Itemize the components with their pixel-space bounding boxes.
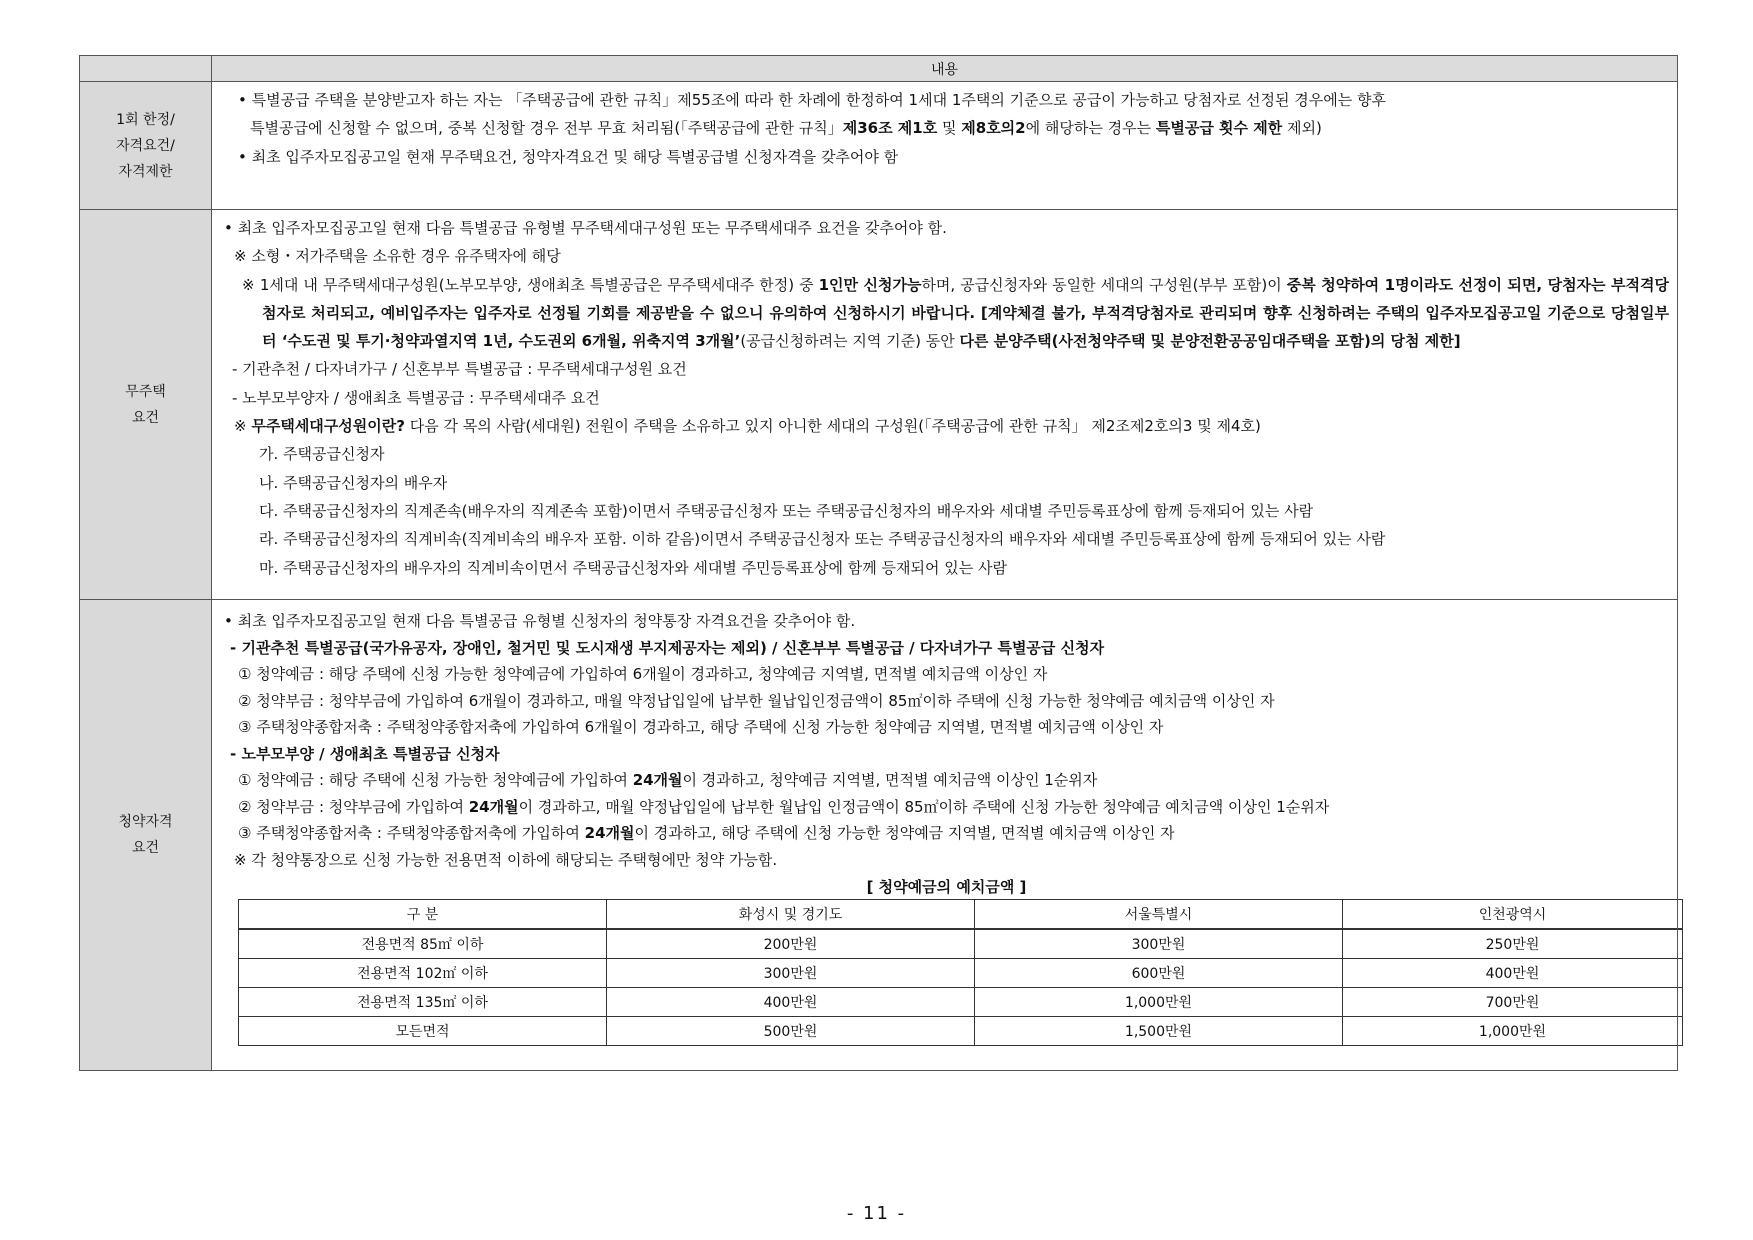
homeless-item-1: 가. 주택공급신청자: [259, 445, 385, 464]
homeless-line-5: ※ 무주택세대구성원이란? 다음 각 목의 사람(세대원) 전원이 주택을 소유하고 있지 아니한 세대의 구성원(「주택공급에 관한 규칙」 제2조제2호의3 및 제4호): [234, 417, 1261, 436]
table-cell: 1,000만원: [1343, 1017, 1683, 1046]
table-cell: 400만원: [607, 988, 975, 1017]
table-row: [239, 929, 1683, 959]
deposit-header-cell: 서울특별시: [975, 900, 1343, 930]
table-row: [239, 988, 1683, 1017]
table-row: [239, 1017, 1683, 1046]
sub-g1-item-1: ① 청약예금 : 해당 주택에 신청 가능한 청약예금에 가입하여 6개월이 경과하고, 청약예금 지역별, 면적별 예치금액 이상인 자: [238, 665, 1048, 683]
limit-line-2: 특별공급에 신청할 수 없으며, 중복 신청할 경우 전부 무효 처리됨(「주택공급에 관한 규칙」제36조 제1호 및 제8호의2에 해당하는 경우는 특별공급 횟수 제한 제외): [250, 119, 1322, 138]
homeless-item-2: 나. 주택공급신청자의 배우자: [259, 473, 448, 492]
table-cell: 1,000만원: [975, 988, 1343, 1017]
homeless-item-3: 다. 주택공급신청자의 직계존속(배우자의 직계존속 포함)이면서 주택공급신청자 또는 주택공급신청자의 배우자와 세대별 주민등록표상에 함께 등재되어 있는 사람: [259, 501, 1314, 520]
sub-line-1: • 최초 입주자모집공고일 현재 다음 특별공급 유형별 신청자의 청약통장 자격요건을 갖추어야 함.: [224, 612, 856, 630]
header-content-cell: 내용: [212, 56, 1678, 82]
sub-group-1: - 기관추천 특별공급(국가유공자, 장애인, 철거민 및 도시재생 부지제공자는 제외) / 신혼부부 특별공급 / 다자녀가구 특별공급 신청자: [230, 638, 1105, 657]
section-homeless-row: [80, 210, 1678, 600]
homeless-item-4: 라. 주택공급신청자의 직계비속(직계비속의 배우자 포함. 이하 같음)이면서 주택공급신청자 또는 주택공급신청자의 배우자와 세대별 주민등록표상에 함께 등재되어 있는 사람: [259, 530, 1386, 549]
limit-line-1: • 특별공급 주택을 분양받고자 하는 자는 「주택공급에 관한 규칙」제55조에 따라 한 차례에 한정하여 1세대 1주택의 기준으로 공급이 가능하고 당첨자로 선정된 경우에는 향후: [238, 91, 1386, 109]
deposit-table-header: [239, 900, 1683, 930]
table-cell: 1,500만원: [975, 1017, 1343, 1046]
sub-g2-item-2: ② 청약부금 : 청약부금에 가입하여 24개월이 경과하고, 매월 약정납입일에 납부한 월납입 인정금액이 85㎡이하 주택에 신청 가능한 청약예금 예치금액 이상인 1순위자: [238, 797, 1330, 816]
table-cell: 250만원: [1343, 929, 1683, 959]
section-limit-content: [212, 82, 1678, 210]
section-homeless-label: 무주택 요건: [80, 210, 212, 600]
sub-g1-item-3: ③ 주택청약종합저축 : 주택청약종합저축에 가입하여 6개월이 경과하고, 해당 주택에 신청 가능한 청약예금 지역별, 면적별 예치금액 이상인 자: [238, 718, 1164, 736]
deposit-table-title: [ 청약예금의 예치금액 ]: [866, 878, 1027, 896]
homeless-line-4: - 노부모부양자 / 생애최초 특별공급 : 무주택세대주 요건: [232, 388, 600, 407]
sub-note: ※ 각 청약통장으로 신청 가능한 전용면적 이하에 해당되는 주택형에만 청약 가능함.: [234, 850, 778, 869]
eligibility-table: [79, 55, 1678, 1071]
deposit-header-cell: 인천광역시: [1343, 900, 1683, 930]
table-cell: 전용면적 135㎡ 이하: [239, 988, 607, 1017]
table-cell: 500만원: [607, 1017, 975, 1046]
section-subscription-content: [212, 600, 1678, 1071]
section-homeless-content: [212, 210, 1678, 600]
page-number: - 11 -: [846, 1203, 907, 1224]
homeless-paragraph: ※ 1세대 내 무주택세대구성원(노부모부양, 생애최초 특별공급은 무주택세대주 한정) 중 1인만 신청가능하며, 공급신청자와 동일한 세대의 구성원(부부 포함)이 중복 청약하여 1명이라도 선정이 되면, 당첨자는 부적격당첨자로 처리되고, 예비입주자는 입주자로 선정될 기회를 제공받을 수 없으니 유의하여 신청하시기 바랍니다. [계약체결 불가, 부적격당첨자로 관리되며 향후 신청하려는 주택의 입주자모집공고일 기준으로 당첨일부터 ‘수도권 및 투기·청약과열지역 1년, 수도권외 6개월, 위축지역 3개월’(공급신청하려는 지역 기준) 동안 다른 분양주택(사전청약주택 및 분양전환공공임대주택을 포함)의 당첨 제한]: [242, 275, 1669, 351]
table-cell: 200만원: [607, 929, 975, 959]
table-header-row: [80, 56, 1678, 82]
section-subscription-row: [80, 600, 1678, 1071]
table-cell: 전용면적 85㎡ 이하: [239, 929, 607, 959]
homeless-line-1: • 최초 입주자모집공고일 현재 다음 특별공급 유형별 무주택세대구성원 또는 무주택세대주 요건을 갖추어야 함.: [224, 219, 947, 237]
table-cell: 400만원: [1343, 959, 1683, 988]
section-limit-row: [80, 82, 1678, 210]
header-empty-cell: [80, 56, 212, 82]
sub-g2-item-1: ① 청약예금 : 해당 주택에 신청 가능한 청약예금에 가입하여 24개월이 경과하고, 청약예금 지역별, 면적별 예치금액 이상인 1순위자: [238, 771, 1098, 789]
homeless-item-5: 마. 주택공급신청자의 배우자의 직계비속이면서 주택공급신청자와 세대별 주민등록표상에 함께 등재되어 있는 사람: [259, 558, 1007, 577]
homeless-line-2: ※ 소형・저가주택을 소유한 경우 유주택자에 해당: [234, 247, 561, 266]
section-limit-label: 1회 한정/ 자격요건/ 자격제한: [80, 82, 212, 210]
limit-line-3: • 최초 입주자모집공고일 현재 무주택요건, 청약자격요건 및 해당 특별공급별 신청자격을 갖추어야 함: [238, 147, 899, 166]
deposit-header-cell: 구 분: [239, 900, 607, 930]
table-row: [239, 959, 1683, 988]
table-cell: 300만원: [975, 929, 1343, 959]
deposit-table: [238, 899, 1683, 1046]
homeless-line-3: - 기관추천 / 다자녀가구 / 신혼부부 특별공급 : 무주택세대구성원 요건: [232, 360, 687, 379]
table-cell: 300만원: [607, 959, 975, 988]
section-subscription-label: 청약자격 요건: [80, 600, 212, 1071]
deposit-header-cell: 화성시 및 경기도: [607, 900, 975, 930]
sub-g2-item-3: ③ 주택청약종합저축 : 주택청약종합저축에 가입하여 24개월이 경과하고, 해당 주택에 신청 가능한 청약예금 지역별, 면적별 예치금액 이상인 자: [238, 824, 1175, 842]
table-cell: 700만원: [1343, 988, 1683, 1017]
table-cell: 600만원: [975, 959, 1343, 988]
table-cell: 전용면적 102㎡ 이하: [239, 959, 607, 988]
sub-g1-item-2: ② 청약부금 : 청약부금에 가입하여 6개월이 경과하고, 매월 약정납입일에 납부한 월납입인정금액이 85㎡이하 주택에 신청 가능한 청약예금 예치금액 이상인 자: [238, 691, 1275, 710]
table-cell: 모든면적: [239, 1017, 607, 1046]
sub-group-2: - 노부모부양 / 생애최초 특별공급 신청자: [230, 744, 500, 763]
